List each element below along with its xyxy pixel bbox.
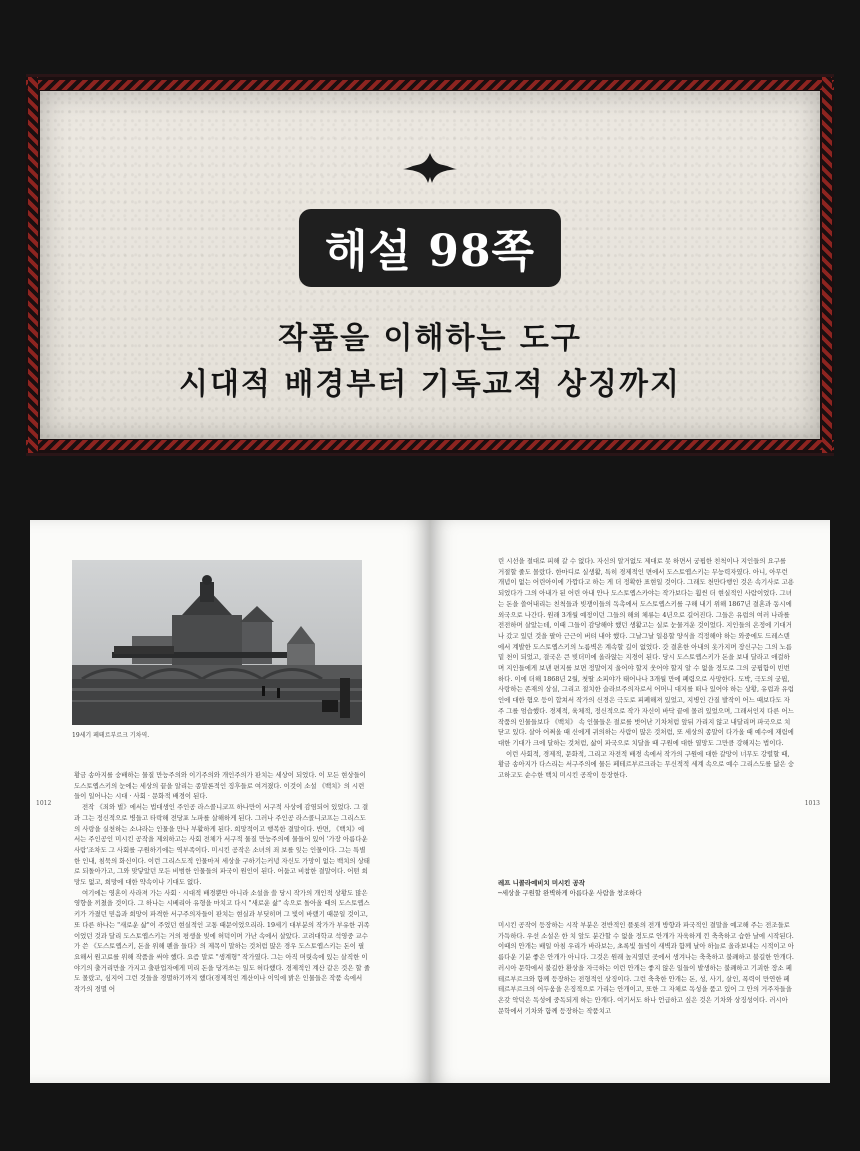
- paragraph: 황금 송아지를 숭배하는 물질 만능주의와 이기주의와 개인주의가 판치는 세상이 되었다. 이 모든 현상들이 도스토옙스키의 눈에는 세상의 끝을 알리는 종말론적인 징후들로 여겨졌다. 이것이 소설 《백치》의 시련들이 일어나는 시대 · 사회 · 문화적 배경이 된다.: [74, 771, 366, 801]
- photo-caption: 19세기 페테르부르크 기차역.: [72, 732, 150, 739]
- paragraph: 여기에는 영혼이 사라져 가는 사회 · 시대적 배경뿐만 아니라 소설을 쓸 당시 작가의 개인적 상황도 많은 영향을 끼쳤을 것이다. 그 하나는 시베리아 유형을 마치고 다시 "새로운 삶" 속으로 돌아올 때의 도스토옙스키가 가졌던 믿음과 희망이 파격한 서구주의자들이 판치는 현실과 부딪히며 그 빛이 바랬기 때문일 것이고, 또 다른 하나는 "새로운 삶"이 주었던 현실적인 고통 때문이었으리라. 19세기 대부분의 작가가 부유한 귀족이었던 것과 달리 도스토옙스키는 거의 평생을 빚에 허덕이며 가난 속에서 살았다. 고려대학교 석영중 교수가 쓴 《도스토옙스키, 돈을 위해 펜을 들다》의 제목이 말하는 것처럼 많은 경우 도스토옙스키는 돈이 필요해서 원고료를 위해 작품을 써야 했다. 요즘 말로 "생계형" 작가였다. 그는 아직 머릿속에 있는 살직한 이야기의 출거리만을 가지고 출판업자에게 미리 돈을 당겨쓰는 일도 허다했다. 경제적인 계산 같은 것은 할 줄도 몰랐고, 심지어 그런 것들을 경멸하기까지 했다(경제적인 계산이나 이익에 밝은 인물들은 작품 속에서 작가의 경멸 어: [74, 888, 370, 994]
- paragraph: 이런 사회적, 경제적, 문화적, 그리고 자전적 배경 속에서 작가의 구원에 대한 갈망이 너무도 강렬할 때, 황금 송아지가 다스리는 서구주의에 물든 페테르부르크라는 무신적적 세계 속으로 예수 그리스도를 닮은 숭고하고도 순수한 백치 미시킨 공작이 등장한다.: [498, 749, 795, 780]
- paragraph: 미시킨 공작이 등장하는 시작 부분은 전반적인 플롯의 전개 방향과 파국적인 결말을 예고해 주는 전조들로 가득하다. 우선 소설은 한 치 앞도 분간할 수 없을 정도로 안개가 자욱하게 낀 축축하고 습한 날에 시작된다. 이때의 안개는 배일 아침 우리가 바라보는, 초록빛 들녘이 새벽과 함께 날아 하늘로 올라보내는 시적이고 아름다운 기분 좋은 안개가 아니다. 그것은 원래 높지였던 곳에서 생겨나는 축축하고 불쾌하고 불길한 안개다. 러시아 문학에서 불길한 환상을 자극하는 이런 안개는 좋지 않은 일들이 발생하는 불쾌하고 기괴한 장소 페테르부르크와 함께 등장하는 전형적인 상징이다. 그런 축축한 안개는 돈, 성, 사기, 살인, 폭력이 만연한 페테르부르크의 어두움을 은징적으로 가리는 안개이고, 또한 그 자체로 독성을 품고 있어 그 안의 거주자들을 온갖 악덕은 독성에 중독되게 하는 안개다. 여기서도 하나 언급하고 싶은 것은 기차와 상징성이다. 러시아 문학에서 기차와 함께 등장하는 작품치고: [498, 921, 794, 1015]
- right-page: [430, 520, 830, 1083]
- paragraph: 린 시선을 절대로 피해 갈 수 없다). 자신의 알거없도 제대로 못 하면서 궁핍한 친척이나 지인들의 요구를 거절할 줄도 몰랐다. 한마디로 실생활, 특히 경제적인 면에서 도스토옙스키는 무능력자였다. 아니, 아무런 개념이 없는 어린아이에 가깝다고 하는 게 더 정확한 표현일 것이다. 그래도 천만다행인 것은 속기사로 고용되었다가 그의 아내가 된 어린 아내 안나 도스토옙스카야는 작가보다는 훨씬 더 현실적인 사람이었다. 그녀는 돈을 쓸어내리는 친척들과 빚쟁이들의 독촉에서 도스토옙스키를 구해 내기 위해 1867년 결혼과 동시에 외국으로 나간다. 원래 3개월 예정이던 그들의 해외 체류는 4년으로 길어진다. 그들은 유럽의 여러 나라를 전전하며 살았는데, 이때 그들이 감당해야 했던 생활고는 실로 눈물겨운 것이었다. 지인들의 온정에 기대거나 갔고 있던 것을 팔아 근근이 버텨 내야 했다. 그날그날 일용할 양식을 걱정해야 하는 와중에도 드레스덴에서 계발한 도스토옙스키의 노름벽은 계속할 길이 없었다. 갓 결혼한 아내의 옷가지며 장신구는 그의 노름 밑 천이 되었고, 결국은 큰 빚더미에 올라앉는 지경이 된다. 당시 도스토옙스키가 돈을 보내 달라고 애걸하며 지인들에게 보낸 편지를 보면 정말이지 울어야 할지 웃어야 할지 알 수 없을 정도로 그의 궁핍함이 빈번하다. 이에 더해 1868년 2월, 첫딸 소피야가 태어나나 3개월 만에 폐렴으로 사망한다. 도박, 극도의 궁핍, 사랑하는 존재의 상실, 그리고 절치한 슬라브주의자로서 어머니 대지를 떠나 있어야 하는 상황, 유럽과 유럽인에 대한 혐오 등이 합쳐서 작가의 신경은 극도로 피폐해져 있었고, 지병인 간질 발작이 어느 때보다도 자주 그를 엄습했다. 경제적, 육체적, 정신적으로 작가 자신이 바닥 끝에 몰려 있었으며, 그래서인지 다른 어느 작품의 인물들보다 《백치》 속 인물들은 절로를 벗어난 기차처럼 앞뒤 가리지 않고 내달리며 파국으로 치닫고 있다. 살아 어쩌올 때 신에게 귀의하는 사람이 많은 것처럼, 또 세상의 종말이 다가올 때 예수에 재림에 대한 기대가 크에 달하는 것처럼, 삶이 파국으로 치달을 때 구원에 대한 열망도 그만큼 강해지는 법이다.: [498, 557, 794, 747]
- stitched-border-top: [26, 80, 834, 90]
- section-title: 레프 니콜라예비치 미시킨 공작: [498, 879, 585, 887]
- train-station-illustration: [72, 560, 362, 725]
- open-book-spread: [30, 520, 830, 1083]
- stitched-border-bottom: [26, 440, 834, 450]
- page-number-left: 1012: [36, 800, 52, 807]
- left-page: [30, 520, 430, 1083]
- subtitle-line-1: 작품을 이해하는 도구: [278, 321, 582, 356]
- page-reference-title: 해설 98쪽: [299, 209, 561, 287]
- section-subtitle: ─세상을 구원할 완벽하게 아름다운 사람을 창조하다: [498, 889, 642, 897]
- page-number-right: 1013: [804, 800, 820, 807]
- train-station-photo: [72, 560, 362, 725]
- section-body: [498, 920, 794, 1016]
- promo-banner: [26, 74, 834, 456]
- section-heading: [498, 878, 794, 898]
- paragraph: 전작 《죄와 벌》에서는 법대생인 주인공 라스콜니코프 하나만이 서구적 사상에 감염되어 있었다. 그 결과 그는 정신적으로 병들고 타락해 전당포 노파를 살해하게 된다. 그러나 주인공 라스콜니코프는 그리스도의 사랑을 실천하는 소냐라는 인물을 만나 부활하게 된다. 희망적이고 행복한 결말이다. 반면, 《백치》에서는 주인공인 미시킨 공작을 제외하고는 사회 전체가 서구적 물질 만능주의에 물들어 있어 '가장 아름다운 사람'조차도 그 사회를 구원하기에는 역부족이다. 미시킨 공작은 소녀의 죄 보를 잊는 인물이다. 그는 특별한 인내, 침묵의 화신이다. 이런 그리스도적 인물마저 세상을 구하기는커녕 자신도 가망이 없는 백치의 상태로 되돌아가고, 그와 맞닿았던 모든 비범한 인물들의 파국이 원인이 된다. 어둡고 비참한 결말이다. 어떤 희망도 없고, 희망에 대한 약속이나 기대도 없다.: [74, 803, 370, 887]
- stitched-border-left: [28, 77, 38, 453]
- paper-panel: [40, 91, 820, 439]
- right-page-body: [498, 556, 794, 781]
- fleur-ornament-icon: [403, 153, 457, 183]
- left-page-body: [74, 770, 370, 995]
- subtitle-line-2: 시대적 배경부터 기독교적 상징까지: [178, 367, 682, 402]
- stitched-border-right: [822, 77, 832, 453]
